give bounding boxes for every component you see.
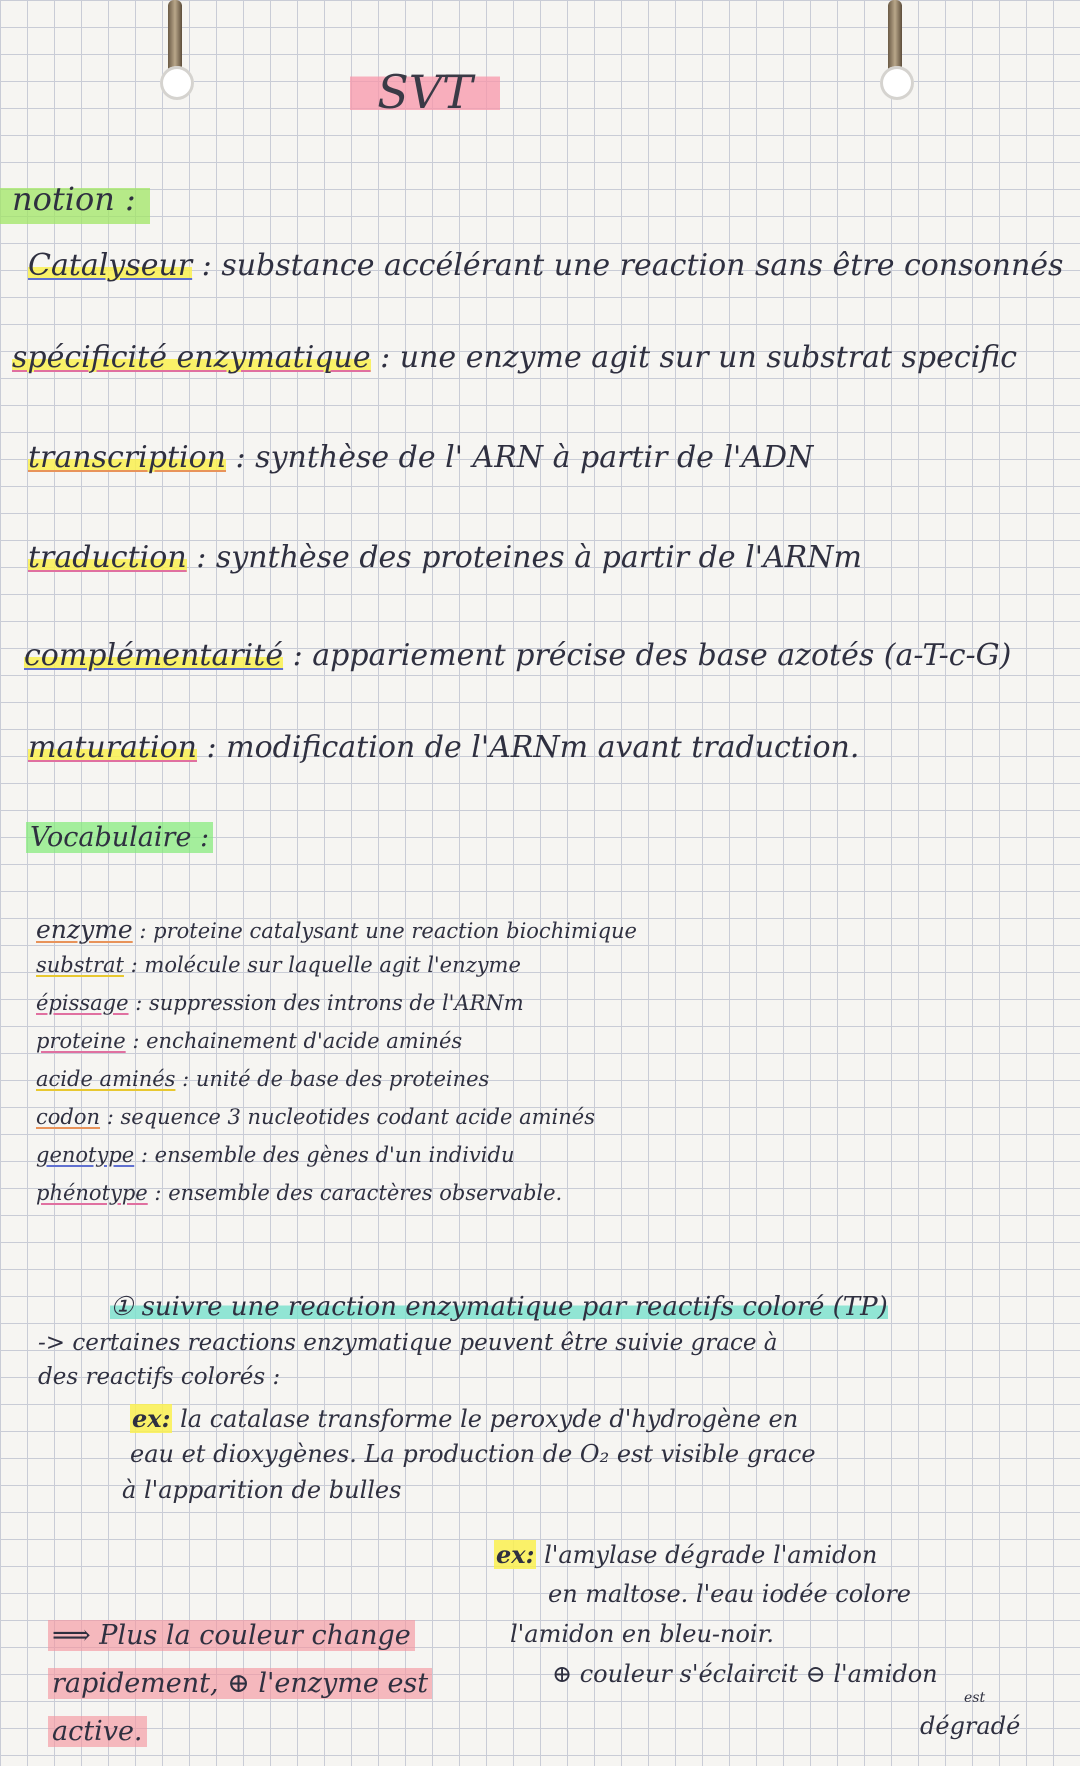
example-line: eau et dioxygènes. La production de O₂ est visible grace [130, 1440, 816, 1468]
definition-text: une enzyme agit sur un substrat specific [399, 340, 1018, 375]
definition-text: appariement précise des base azotés (a-T-c-G) [312, 638, 1012, 673]
vocab-heading: Vocabulaire : [26, 822, 213, 853]
example-label: ex: [496, 1540, 535, 1569]
conclusion-line: ⟹ Plus la couleur change [48, 1620, 415, 1651]
definition-row: maturation : modification de l'ARNm avant traduction. [28, 730, 860, 765]
vocab-row: codon : sequence 3 nucleotides codant acide aminés [36, 1105, 595, 1129]
definition-row: complémentarité : appariement précise des base azotés (a-T-c-G) [24, 638, 1012, 673]
section-intro: des reactifs colorés : [38, 1364, 281, 1390]
conclusion-line: rapidement, ⊕ l'enzyme est [48, 1668, 432, 1699]
notion-heading: notion : [12, 180, 136, 218]
vocab-row: genotype : ensemble des gènes d'un individu [36, 1143, 515, 1167]
definition-term: maturation [28, 730, 197, 765]
vocab-row: proteine : enchainement d'acide aminés [36, 1029, 463, 1053]
vocab-row: phénotype : ensemble des caractères observable. [36, 1181, 563, 1205]
definition-text: substance accélérant une reaction sans être consonnés [221, 248, 1064, 283]
vocab-row: acide aminés : unité de base des proteines [36, 1067, 490, 1091]
definition-term: Catalyseur [28, 248, 193, 283]
definition-row: spécificité enzymatique : une enzyme agit sur un substrat specific [12, 340, 1018, 375]
example-label: ex: [132, 1404, 171, 1433]
example-line: ex: la catalase transforme le peroxyde d'hydrogène en [132, 1404, 799, 1433]
section-heading: ① suivre une reaction enzymatique par reactifs coloré (TP) [110, 1292, 888, 1322]
definition-text: modification de l'ARNm avant traduction. [226, 730, 860, 765]
definition-term: spécificité enzymatique [12, 340, 371, 375]
example-line: à l'apparition de bulles [122, 1476, 402, 1504]
example-line: dégradé [920, 1712, 1021, 1740]
definition-row: transcription : synthèse de l' ARN à partir de l'ADN [28, 440, 814, 475]
example-line: est [964, 1690, 986, 1706]
definition-term: traduction [28, 540, 187, 575]
definition-text: synthèse des proteines à partir de l'ARNm [215, 540, 862, 575]
example-line: ⊕ couleur s'éclaircit ⊖ l'amidon [552, 1660, 938, 1688]
vocab-row: substrat : molécule sur laquelle agit l'enzyme [36, 953, 521, 977]
binder-ring [880, 0, 916, 110]
definition-text: synthèse de l' ARN à partir de l'ADN [255, 440, 814, 475]
example-line: en maltose. l'eau iodée colore [548, 1580, 911, 1608]
binder-ring [160, 0, 196, 110]
page-title: SVT [350, 66, 500, 118]
vocab-row: enzyme : proteine catalysant une reaction biochimique [36, 915, 637, 944]
section-intro: -> certaines reactions enzymatique peuvent être suivie grace à [38, 1330, 778, 1356]
vocab-row: épissage : suppression des introns de l'ARNm [36, 991, 524, 1015]
definition-row: Catalyseur : substance accélérant une reaction sans être consonnés [28, 248, 1064, 283]
example-line: l'amidon en bleu-noir. [510, 1620, 775, 1648]
example-line: ex: l'amylase dégrade l'amidon [496, 1540, 878, 1569]
definition-term: complémentarité [24, 638, 284, 673]
definition-row: traduction : synthèse des proteines à partir de l'ARNm [28, 540, 862, 575]
definition-term: transcription [28, 440, 226, 475]
conclusion-line: active. [48, 1716, 147, 1747]
